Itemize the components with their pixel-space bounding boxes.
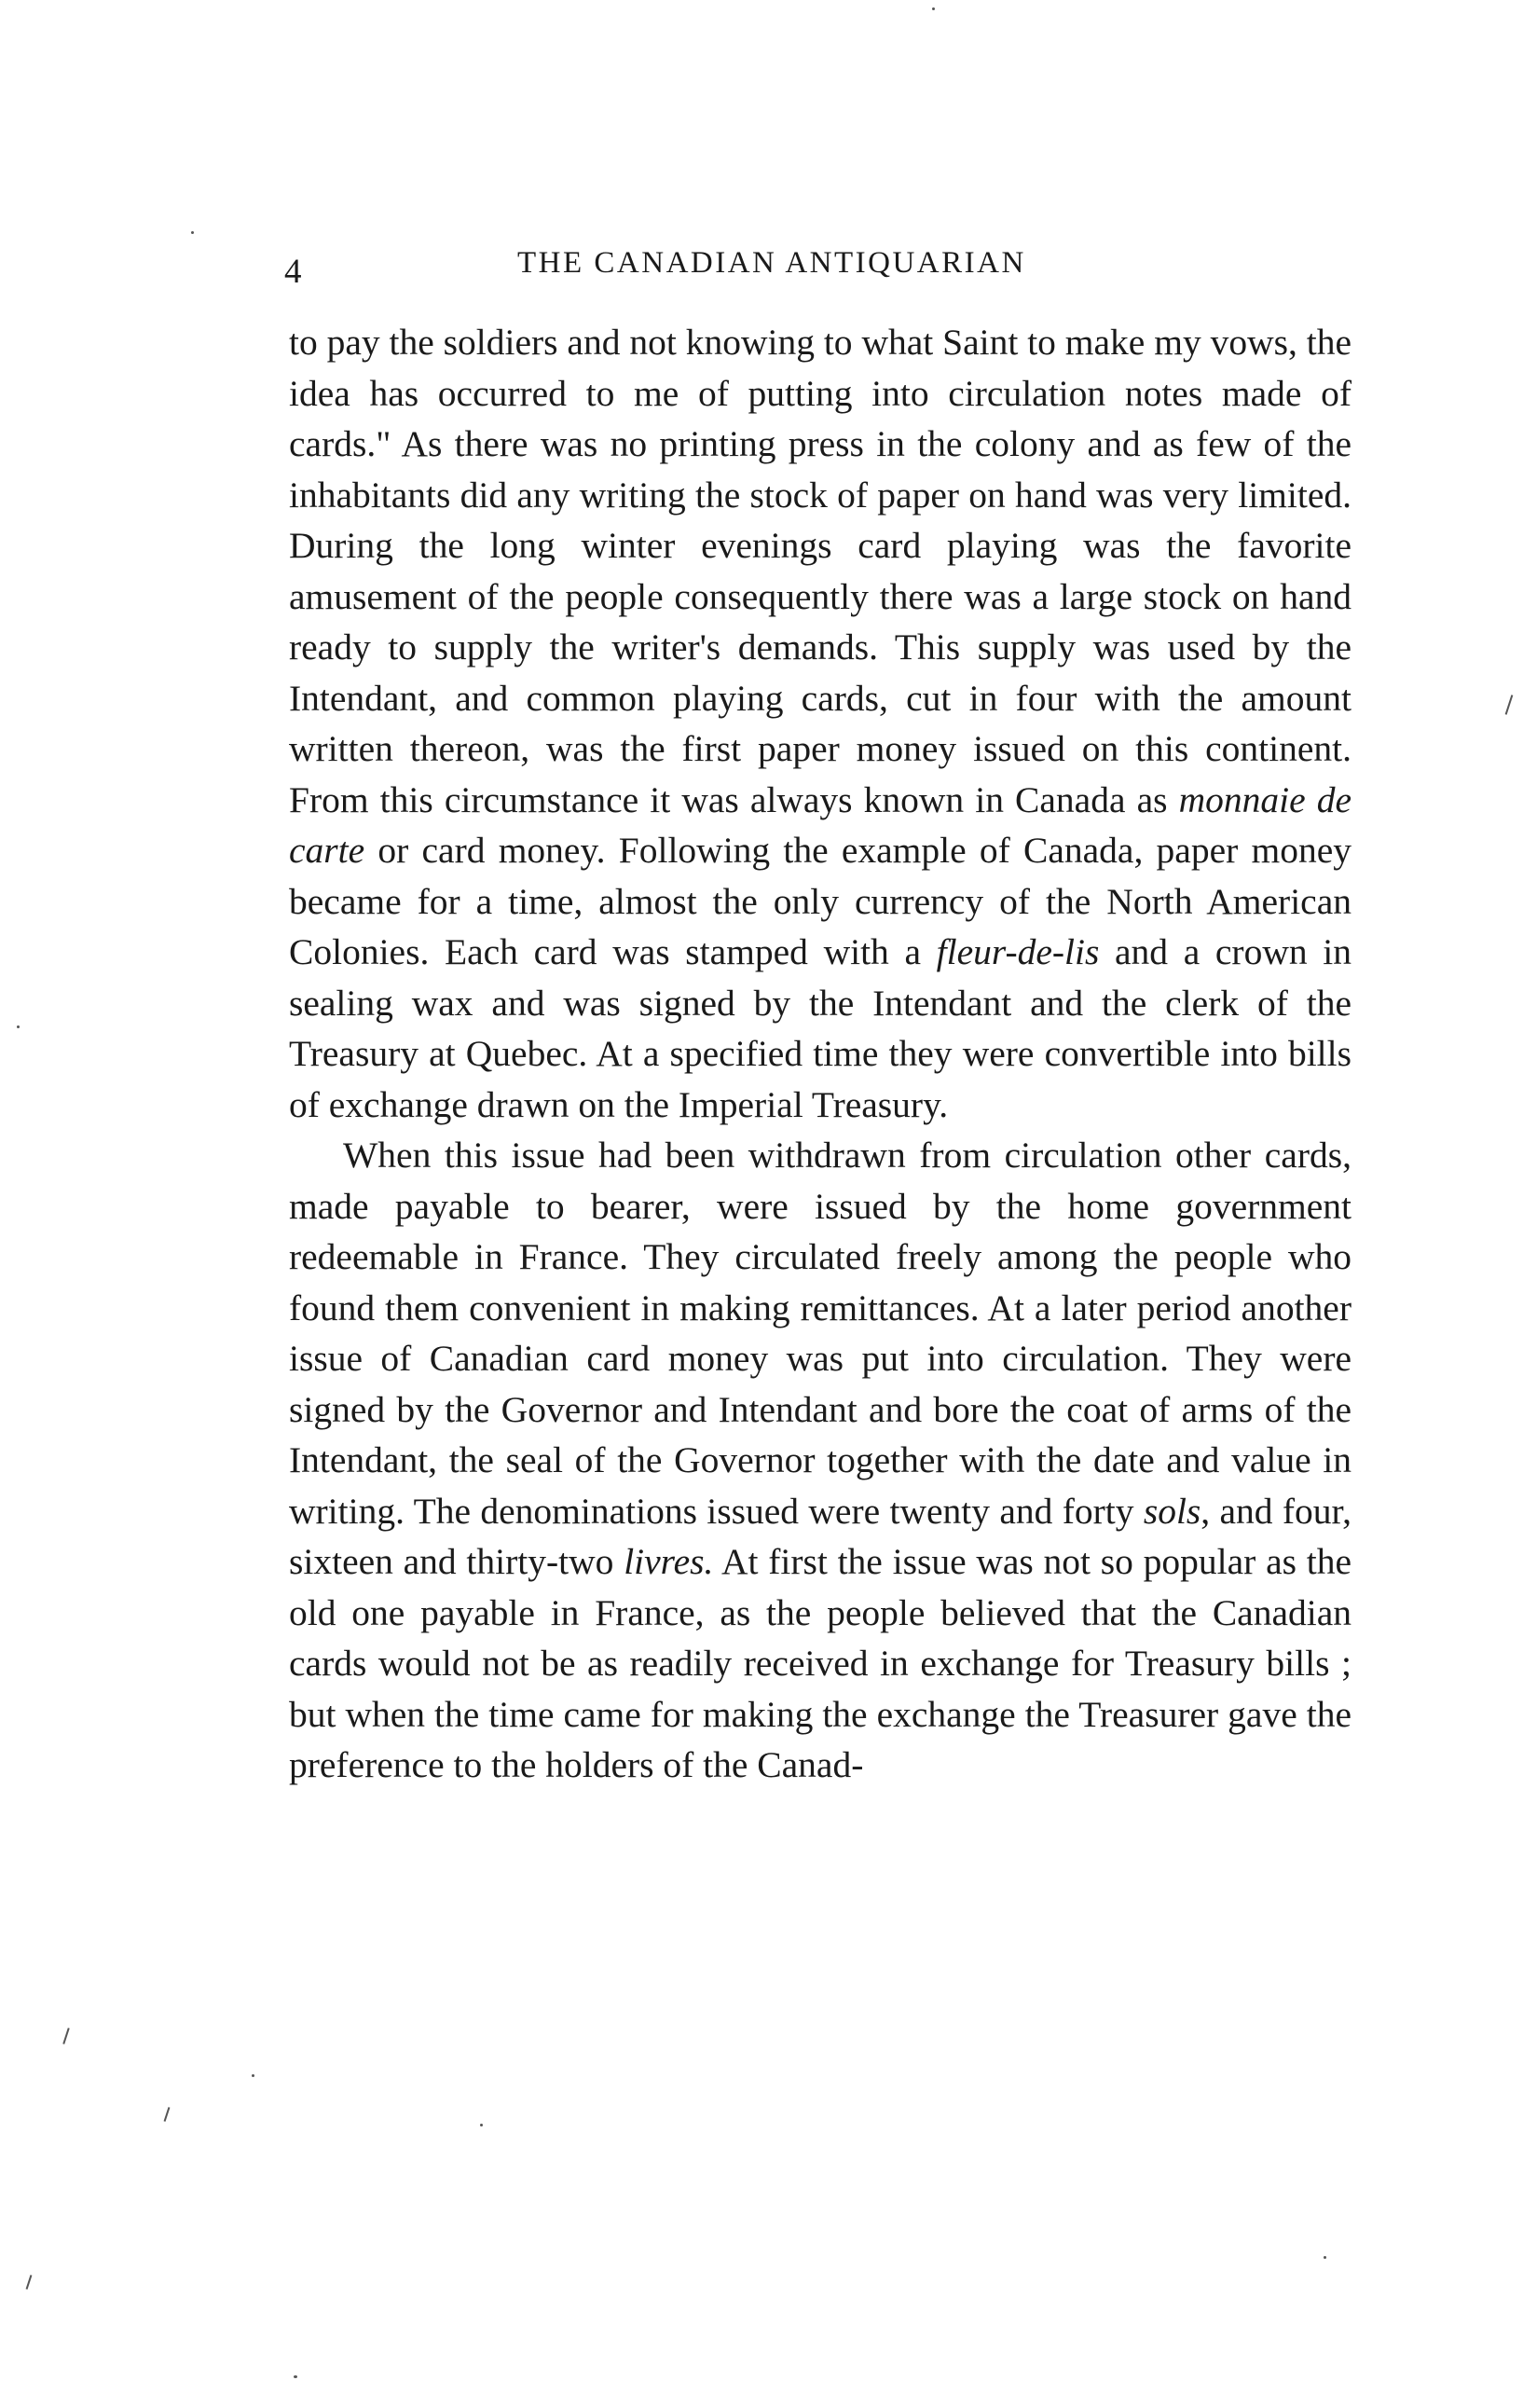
scan-speck [252,2074,254,2077]
italic-term-monnaie-de-carte: monnaie de carte [289,778,1351,871]
scan-speck [480,2124,483,2126]
text-segment: and a crown in sealing wax and was signed by the Intendant and the clerk of the Treasury at Quebec. At a specified time they were convertible into bills of exchange drawn on the Imperial Treasury. [289,931,1351,1125]
scan-speck [1324,2256,1326,2259]
scan-mark [26,2275,33,2290]
scan-speck [294,2375,297,2378]
italic-term-fleur-de-lis: fleur-de-lis [936,931,1100,972]
scan-speck [932,7,935,10]
running-head [284,244,1347,300]
italic-term-livres: livres. [624,1541,714,1582]
text-segment: , and four, sixteen and thirty-two [289,1490,1351,1582]
scan-speck [191,231,194,234]
text-segment: At first the issue was not so popular as the old one payable in France, as the people believed that the Canadian cards would not be as readily received in exchange for Treasury bills ; but when the time came for making the exchange the Treasurer gave the preference to the holders of the Canad- [289,1541,1351,1785]
paragraph-1 [289,317,1351,1130]
text-segment: When this issue had been withdrawn from circulation other cards, made payable to bearer, were issued by the home government redeemable in France. They circulated freely among the people who found them convenient in making remittances. At a later period another issue of Canadian card money was put into circulation. They were signed by the Governor and Intendant and bore the coat of arms of the Intendant, the seal of the Governor together with the date and value in writing. The denominations issued were twenty and forty [289,1135,1351,1532]
scan-speck [17,1025,20,1028]
scan-mark [164,2107,171,2122]
text-segment: or card money. Following the example of Canada, paper money became for a time, almost the only currency of the North American Colonies. Each card was stamped with a [289,830,1351,972]
text-segment: to pay the soldiers and not knowing to what Saint to make my vows, the idea has occurred to me of putting into circulation notes made of cards." As there was no printing press in the colony and as few of the inhabitants did any writing the stock of paper on hand was very limited. During the long winter evenings card playing was the favorite amusement of the people consequently there was a large stock on hand ready to supply the writer's demands. This supply was used by the Intendant, and common playing cards, cut in four with the amount written thereon, was the first paper money issued on this continent. From this circumstance it was always known in Canada as [289,322,1351,820]
italic-term-sols: sols [1143,1490,1201,1532]
body-text [289,317,1351,1791]
paragraph-2 [289,1130,1351,1791]
scan-mark [62,2028,69,2044]
scan-mark [1505,695,1514,715]
running-title: THE CANADIAN ANTIQUARIAN [517,246,1026,280]
page-number: 4 [284,253,302,291]
